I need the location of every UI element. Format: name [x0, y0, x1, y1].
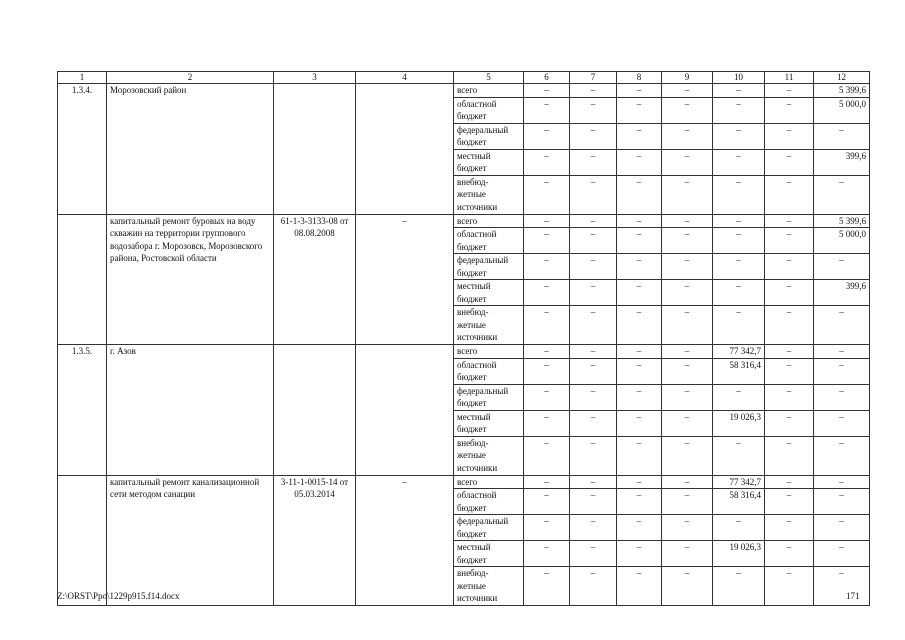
amount-cell: –	[617, 541, 662, 567]
amount-cell: –	[662, 345, 713, 359]
item-name: капитальный ремонт канализационной сети методом санации	[107, 475, 274, 606]
amount-cell: –	[617, 475, 662, 489]
amount-cell: –	[570, 358, 617, 384]
amount-cell: –	[662, 123, 713, 149]
item-name: капитальный ремонт буровых на воду скважин на территории группового водозабора г. Морозовск, Морозовского района, Ростовской области	[107, 214, 274, 345]
amount-cell: 399,6	[814, 280, 870, 306]
funding-source: всего	[454, 475, 524, 489]
amount-cell: 77 342,7	[713, 345, 765, 359]
amount-cell: –	[765, 410, 814, 436]
amount-cell: –	[617, 567, 662, 606]
column-number-header: 2	[107, 72, 274, 84]
amount-cell: –	[814, 436, 870, 475]
column-number-header: 8	[617, 72, 662, 84]
amount-cell: 399,6	[814, 149, 870, 175]
amount-cell: 5 399,6	[814, 84, 870, 98]
amount-cell: –	[662, 358, 713, 384]
amount-cell: –	[617, 214, 662, 228]
amount-cell: –	[617, 84, 662, 98]
amount-cell: –	[713, 149, 765, 175]
amount-cell: –	[617, 515, 662, 541]
amount-cell: –	[524, 97, 570, 123]
amount-cell: –	[662, 306, 713, 345]
amount-cell: –	[524, 345, 570, 359]
amount-cell: –	[662, 149, 713, 175]
amount-cell: 19 026,3	[713, 541, 765, 567]
amount-cell: –	[765, 228, 814, 254]
amount-cell: –	[662, 175, 713, 214]
amount-cell: –	[617, 228, 662, 254]
budget-table	[57, 71, 870, 606]
item-number	[58, 214, 107, 345]
amount-cell: –	[570, 175, 617, 214]
funding-source: местный бюджет	[454, 541, 524, 567]
amount-cell: –	[814, 567, 870, 606]
amount-cell: –	[570, 97, 617, 123]
amount-cell: –	[662, 228, 713, 254]
amount-cell: –	[814, 384, 870, 410]
amount-cell: –	[765, 489, 814, 515]
amount-cell: –	[765, 123, 814, 149]
amount-cell: –	[617, 175, 662, 214]
amount-cell: –	[570, 436, 617, 475]
amount-cell: –	[570, 567, 617, 606]
funding-source: внебюд- жетные источники	[454, 436, 524, 475]
amount-cell: 19 026,3	[713, 410, 765, 436]
funding-source: областной бюджет	[454, 489, 524, 515]
funding-source: всего	[454, 345, 524, 359]
funding-source: федеральный бюджет	[454, 384, 524, 410]
amount-cell: –	[524, 254, 570, 280]
table-row	[58, 84, 870, 98]
amount-cell: –	[570, 541, 617, 567]
amount-cell: 77 342,7	[713, 475, 765, 489]
amount-cell: –	[524, 489, 570, 515]
amount-cell: –	[570, 475, 617, 489]
funding-source: всего	[454, 214, 524, 228]
amount-cell: –	[662, 541, 713, 567]
amount-cell: –	[524, 228, 570, 254]
column-number-header: 9	[662, 72, 713, 84]
amount-cell: –	[662, 280, 713, 306]
funding-source: федеральный бюджет	[454, 123, 524, 149]
amount-cell: –	[524, 358, 570, 384]
item-number: 1.3.4.	[58, 84, 107, 215]
amount-cell: –	[765, 541, 814, 567]
amount-cell: –	[570, 410, 617, 436]
amount-cell: –	[617, 123, 662, 149]
amount-cell: –	[524, 306, 570, 345]
column-number-header: 12	[814, 72, 870, 84]
amount-cell: –	[662, 475, 713, 489]
amount-cell: –	[765, 515, 814, 541]
amount-cell: –	[570, 489, 617, 515]
item-number	[58, 475, 107, 606]
funding-source: внебюд- жетные источники	[454, 567, 524, 606]
amount-cell: –	[765, 567, 814, 606]
funding-source: всего	[454, 84, 524, 98]
amount-cell: –	[524, 515, 570, 541]
amount-cell: –	[765, 345, 814, 359]
funding-source: федеральный бюджет	[454, 515, 524, 541]
amount-cell: –	[570, 345, 617, 359]
amount-cell: –	[814, 345, 870, 359]
amount-cell: –	[765, 384, 814, 410]
amount-cell: –	[617, 306, 662, 345]
amount-cell: –	[713, 306, 765, 345]
amount-cell: 58 316,4	[713, 358, 765, 384]
amount-cell: –	[570, 280, 617, 306]
amount-cell: –	[524, 567, 570, 606]
amount-cell: –	[765, 214, 814, 228]
amount-cell: –	[814, 306, 870, 345]
amount-cell: –	[713, 567, 765, 606]
page-number: 171	[846, 591, 860, 601]
amount-cell: –	[570, 149, 617, 175]
amount-cell: –	[570, 123, 617, 149]
amount-cell: –	[713, 84, 765, 98]
funding-source: областной бюджет	[454, 97, 524, 123]
amount-cell: 5 000,0	[814, 228, 870, 254]
amount-cell: –	[662, 489, 713, 515]
amount-cell: 58 316,4	[713, 489, 765, 515]
column-4-value: –	[356, 475, 454, 606]
amount-cell: –	[713, 436, 765, 475]
amount-cell: –	[765, 84, 814, 98]
amount-cell: –	[524, 280, 570, 306]
amount-cell: –	[617, 97, 662, 123]
amount-cell: –	[713, 384, 765, 410]
amount-cell: –	[765, 306, 814, 345]
amount-cell: –	[662, 97, 713, 123]
amount-cell: –	[524, 475, 570, 489]
column-number-header: 4	[356, 72, 454, 84]
amount-cell: –	[814, 175, 870, 214]
amount-cell: –	[713, 123, 765, 149]
amount-cell: –	[524, 149, 570, 175]
item-name: г. Азов	[107, 345, 274, 476]
amount-cell: –	[713, 175, 765, 214]
amount-cell: –	[617, 345, 662, 359]
column-number-header: 7	[570, 72, 617, 84]
column-4-value	[356, 345, 454, 476]
amount-cell: –	[662, 254, 713, 280]
amount-cell: –	[617, 410, 662, 436]
amount-cell: –	[570, 515, 617, 541]
amount-cell: –	[765, 97, 814, 123]
table-row	[58, 345, 870, 359]
amount-cell: –	[662, 567, 713, 606]
header-row	[58, 72, 870, 84]
amount-cell: –	[662, 384, 713, 410]
amount-cell: –	[662, 214, 713, 228]
funding-source: внебюд- жетные источники	[454, 306, 524, 345]
amount-cell: –	[570, 84, 617, 98]
amount-cell: –	[524, 541, 570, 567]
amount-cell: –	[617, 489, 662, 515]
amount-cell: –	[713, 254, 765, 280]
amount-cell: –	[765, 436, 814, 475]
document-path: Z:\ORST\Ppo\1229p915.f14.docx	[57, 591, 180, 601]
amount-cell: –	[765, 475, 814, 489]
amount-cell: –	[814, 254, 870, 280]
amount-cell: –	[570, 306, 617, 345]
amount-cell: –	[524, 175, 570, 214]
amount-cell: –	[814, 410, 870, 436]
document-reference: 61-1-3-3133-08 от 08.08.2008	[274, 214, 356, 345]
amount-cell: 5 000,0	[814, 97, 870, 123]
amount-cell: 5 399,6	[814, 214, 870, 228]
column-number-header: 6	[524, 72, 570, 84]
amount-cell: –	[814, 489, 870, 515]
amount-cell: –	[524, 84, 570, 98]
column-number-header: 10	[713, 72, 765, 84]
amount-cell: –	[713, 214, 765, 228]
amount-cell: –	[765, 358, 814, 384]
amount-cell: –	[617, 384, 662, 410]
funding-source: областной бюджет	[454, 228, 524, 254]
amount-cell: –	[814, 541, 870, 567]
amount-cell: –	[524, 410, 570, 436]
document-reference	[274, 84, 356, 215]
amount-cell: –	[662, 410, 713, 436]
amount-cell: –	[570, 228, 617, 254]
funding-source: внебюд- жетные источники	[454, 175, 524, 214]
column-number-header: 3	[274, 72, 356, 84]
table-row	[58, 214, 870, 228]
item-number: 1.3.5.	[58, 345, 107, 476]
amount-cell: –	[814, 123, 870, 149]
amount-cell: –	[662, 515, 713, 541]
amount-cell: –	[617, 280, 662, 306]
amount-cell: –	[524, 214, 570, 228]
amount-cell: –	[814, 475, 870, 489]
amount-cell: –	[524, 123, 570, 149]
amount-cell: –	[713, 228, 765, 254]
amount-cell: –	[814, 358, 870, 384]
amount-cell: –	[570, 254, 617, 280]
amount-cell: –	[765, 175, 814, 214]
column-number-header: 11	[765, 72, 814, 84]
funding-source: местный бюджет	[454, 410, 524, 436]
amount-cell: –	[662, 84, 713, 98]
funding-source: областной бюджет	[454, 358, 524, 384]
amount-cell: –	[713, 515, 765, 541]
column-number-header: 5	[454, 72, 524, 84]
table-row	[58, 475, 870, 489]
funding-source: местный бюджет	[454, 149, 524, 175]
amount-cell: –	[814, 515, 870, 541]
item-name: Морозовский район	[107, 84, 274, 215]
funding-source: федеральный бюджет	[454, 254, 524, 280]
amount-cell: –	[570, 384, 617, 410]
document-reference	[274, 345, 356, 476]
amount-cell: –	[662, 436, 713, 475]
amount-cell: –	[524, 384, 570, 410]
column-4-value: –	[356, 214, 454, 345]
amount-cell: –	[617, 149, 662, 175]
amount-cell: –	[617, 358, 662, 384]
amount-cell: –	[765, 254, 814, 280]
document-reference: 3-11-1-0015-14 от 05.03.2014	[274, 475, 356, 606]
funding-source: местный бюджет	[454, 280, 524, 306]
amount-cell: –	[713, 280, 765, 306]
amount-cell: –	[617, 254, 662, 280]
amount-cell: –	[524, 436, 570, 475]
column-number-header: 1	[58, 72, 107, 84]
amount-cell: –	[713, 97, 765, 123]
amount-cell: –	[570, 214, 617, 228]
amount-cell: –	[765, 280, 814, 306]
amount-cell: –	[617, 436, 662, 475]
column-4-value	[356, 84, 454, 215]
amount-cell: –	[765, 149, 814, 175]
